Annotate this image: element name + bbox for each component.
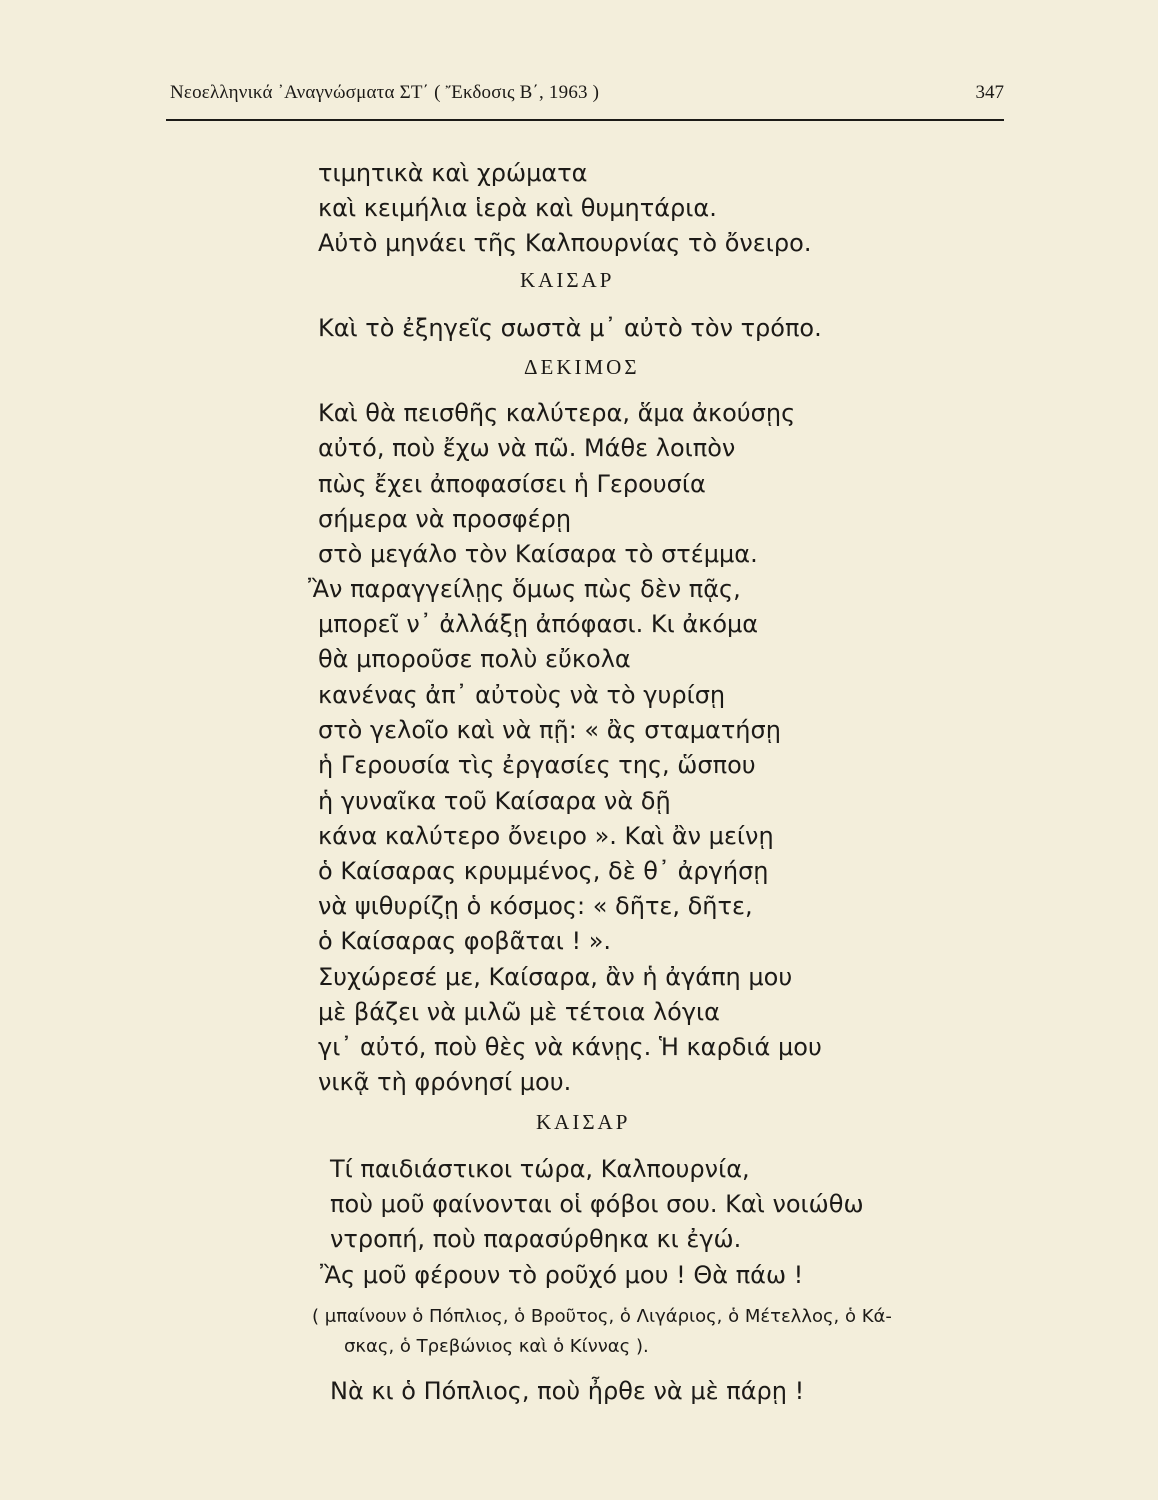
header-title: Νεοελληνικά ᾿Αναγνώσματα ΣΤ΄ ( Ἔκδοσις Β΄, 1963 ) bbox=[170, 82, 600, 103]
verse-line: Καὶ θὰ πεισθῆς καλύτερα, ἅμα ἀκούσῃς bbox=[318, 399, 796, 427]
verse-line: κανένας ἀπ᾿ αὐτοὺς νὰ τὸ γυρίσῃ bbox=[318, 681, 726, 709]
verse-line: ὁ Καίσαρας κρυμμένος, δὲ θ᾿ ἀργήσῃ bbox=[318, 857, 769, 885]
speaker-name: ΚΑΙΣΑΡ bbox=[536, 1110, 631, 1134]
verse-line: Ἂν παραγγείλῃς ὅμως πὼς δὲν πᾷς, bbox=[308, 575, 741, 603]
verse-line: ἡ Γερουσία τὶς ἐργασίες της, ὥσπου bbox=[318, 751, 756, 779]
verse-line: αὐτό, ποὺ ἔχω νὰ πῶ. Μάθε λοιπὸν bbox=[318, 434, 736, 462]
page-number: 347 bbox=[975, 82, 1004, 103]
verse-line: πὼς ἔχει ἀποφασίσει ἡ Γερουσία bbox=[318, 470, 706, 498]
verse-line: Τί παιδιάστικοι τώρα, Καλπουρνία, bbox=[330, 1155, 750, 1183]
verse-line: ἡ γυναῖκα τοῦ Καίσαρα νὰ δῇ bbox=[318, 787, 671, 815]
verse-line: ποὺ μοῦ φαίνονται οἱ φόβοι σου. Καὶ νοιώθω bbox=[330, 1190, 864, 1218]
stage-direction: ( μπαίνουν ὁ Πόπλιος, ὁ Βροῦτος, ὁ Λιγάριος, ὁ Μέτελλος, ὁ Κά- bbox=[312, 1306, 892, 1327]
verse-line: κάνα καλύτερο ὄνειρο ». Καὶ ἂν μείνῃ bbox=[318, 822, 774, 850]
verse-line: μπορεῖ ν᾿ ἀλλάξῃ ἀπόφασι. Κι ἀκόμα bbox=[318, 610, 759, 638]
verse-line: γι᾿ αὐτό, ποὺ θὲς νὰ κάνῃς. Ἡ καρδιά μου bbox=[318, 1033, 822, 1061]
verse-line: θὰ μποροῦσε πολὺ εὔκολα bbox=[318, 645, 631, 673]
verse-line: τιμητικὰ καὶ χρώματα bbox=[318, 159, 588, 187]
speaker-name: ΔΕΚΙΜΟΣ bbox=[524, 355, 640, 379]
stage-direction: σκας, ὁ Τρεβώνιος καὶ ὁ Κίννας ). bbox=[344, 1336, 649, 1357]
verse-line: Ἂς μοῦ φέρουν τὸ ροῦχό μου ! Θὰ πάω ! bbox=[320, 1261, 804, 1289]
verse-line: στὸ μεγάλο τὸν Καίσαρα τὸ στέμμα. bbox=[318, 540, 758, 568]
verse-line: ὁ Καίσαρας φοβᾶται ! ». bbox=[318, 927, 612, 955]
verse-line: Αὐτὸ μηνάει τῆς Καλπουρνίας τὸ ὄνειρο. bbox=[318, 229, 812, 257]
verse-line: Καὶ τὸ ἐξηγεῖς σωστὰ μ᾿ αὐτὸ τὸν τρόπο. bbox=[318, 314, 822, 342]
verse-line: σήμερα νὰ προσφέρῃ bbox=[318, 505, 572, 533]
header-rule bbox=[166, 119, 1004, 121]
verse-line: στὸ γελοῖο καὶ νὰ πῇ: « ἂς σταματήσῃ bbox=[318, 716, 781, 744]
verse-line: νὰ ψιθυρίζῃ ὁ κόσμος: « δῆτε, δῆτε, bbox=[318, 892, 753, 920]
running-header bbox=[170, 82, 1004, 116]
verse-line: μὲ βάζει νὰ μιλῶ μὲ τέτοια λόγια bbox=[318, 998, 720, 1026]
speaker-name: ΚΑΙΣΑΡ bbox=[520, 268, 615, 292]
verse-line: Νὰ κι ὁ Πόπλιος, ποὺ ἦρθε νὰ μὲ πάρῃ ! bbox=[330, 1377, 805, 1405]
verse-line: καὶ κειμήλια ἱερὰ καὶ θυμητάρια. bbox=[318, 194, 717, 222]
verse-line: νικᾷ τὴ φρόνησί μου. bbox=[318, 1068, 572, 1096]
verse-line: Συχώρεσέ με, Καίσαρα, ἂν ἡ ἀγάπη μου bbox=[318, 963, 793, 991]
verse-line: ντροπή, ποὺ παρασύρθηκα κι ἐγώ. bbox=[330, 1225, 742, 1253]
